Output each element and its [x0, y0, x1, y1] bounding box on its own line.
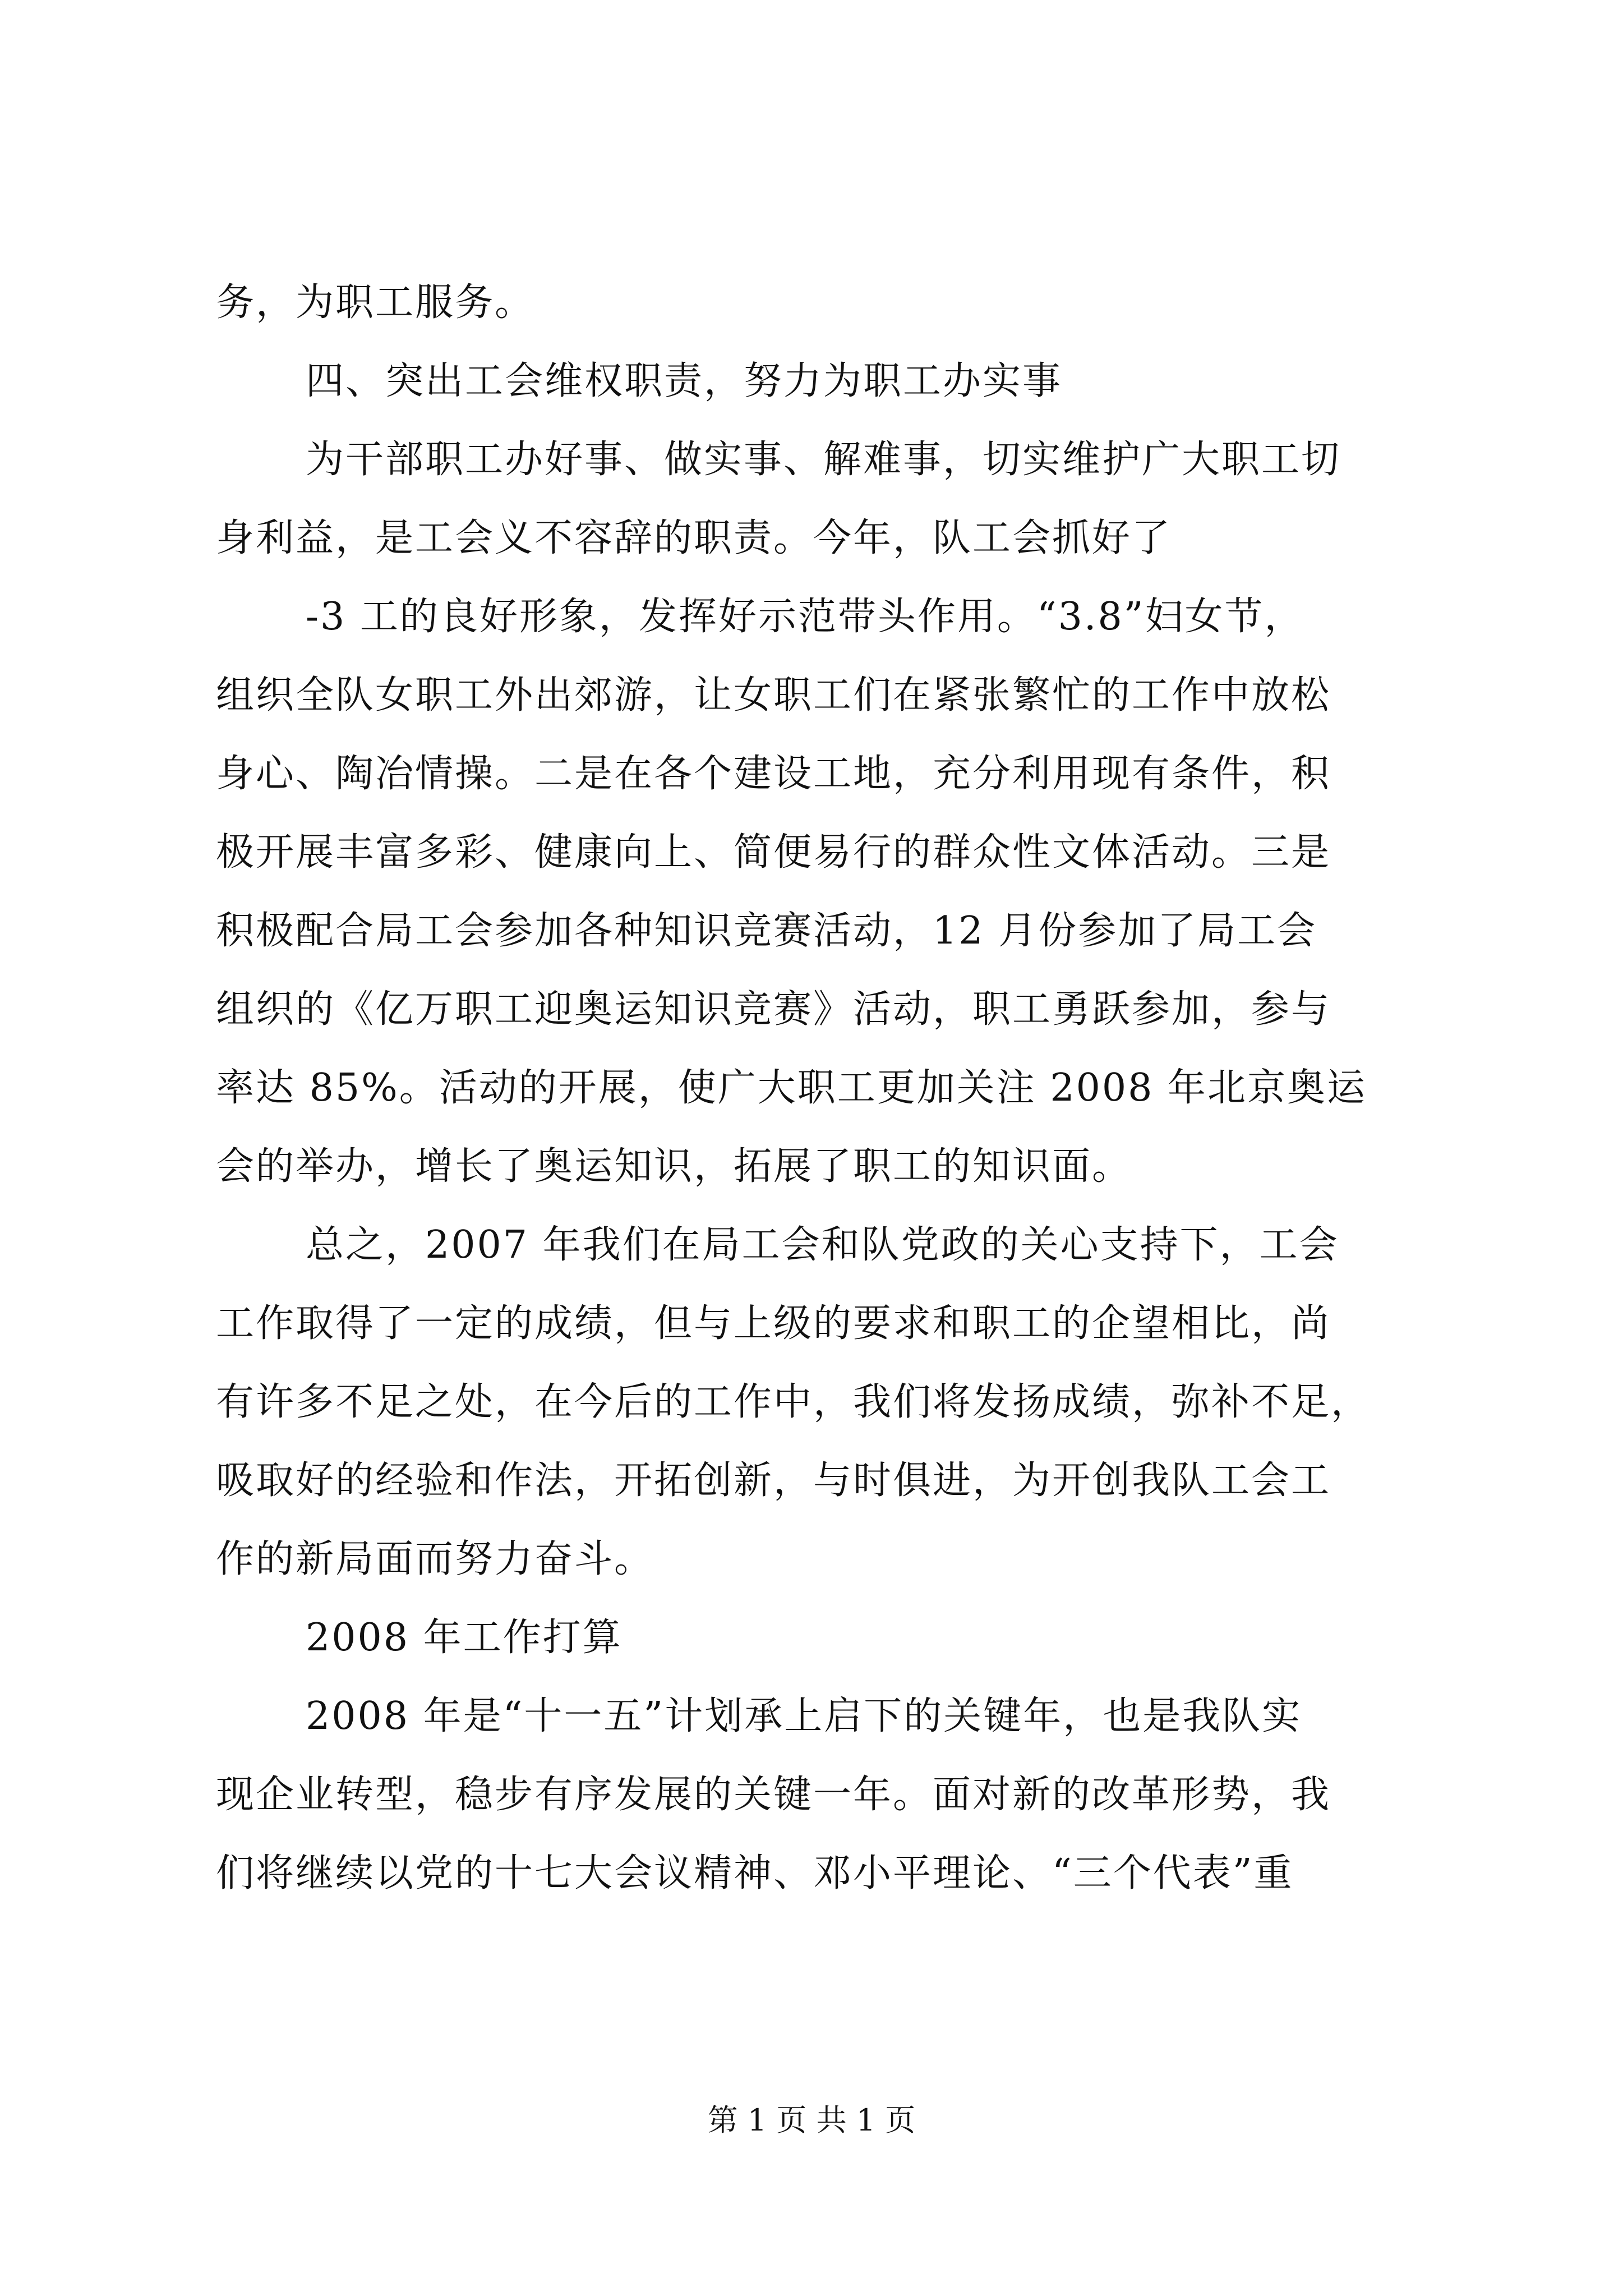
text-line: 作的新局面而努力奋斗。 [216, 1537, 654, 1581]
text-line: 吸取好的经验和作法，开拓创新，与时俱进，为开创我队工会工 [216, 1458, 1331, 1503]
text-line: 身利益，是工会义不容辞的职责。今年，队工会抓好了 [216, 516, 1172, 560]
text-line: 为干部职工办好事、做实事、解难事，切实维护广大职工切 [306, 438, 1341, 482]
text-line: 2008 年是“十一五”计划承上启下的关键年，也是我队实 [306, 1694, 1302, 1738]
text-line: 总之，2007 年我们在局工会和队党政的关心支持下，工会 [306, 1223, 1339, 1267]
text-line: 率达 85%。活动的开展，使广大职工更加关注 2008 年北京奥运 [216, 1066, 1367, 1110]
text-line: 现企业转型，稳步有序发展的关键一年。面对新的改革形势，我 [216, 1773, 1331, 1817]
section-heading: 四、突出工会维权职责，努力为职工办实事 [306, 359, 1063, 403]
text-line: 工作取得了一定的成绩，但与上级的要求和职工的企望相比，尚 [216, 1301, 1331, 1346]
text-line: 有许多不足之处，在今后的工作中，我们将发扬成绩，弥补不足， [216, 1380, 1371, 1424]
text-line: 身心、陶冶情操。二是在各个建设工地，充分利用现有条件，积 [216, 752, 1331, 796]
text-line: -3 工的良好形象，发挥好示范带头作用。“3.8”妇女节， [306, 595, 1304, 639]
text-line: 务，为职工服务。 [216, 280, 535, 325]
text-line: 组织的《亿万职工迎奥运知识竞赛》活动，职工勇跃参加，参与 [216, 987, 1331, 1032]
section-heading: 2008 年工作打算 [306, 1616, 623, 1660]
page-footer: 第 1 页 共 1 页 [707, 2102, 916, 2138]
text-line: 极开展丰富多彩、健康向上、简便易行的群众性文体活动。三是 [216, 830, 1331, 875]
text-line: 们将继续以党的十七大会议精神、邓小平理论、“三个代表”重 [216, 1851, 1294, 1895]
text-line: 会的举办，增长了奥运知识，拓展了职工的知识面。 [216, 1144, 1132, 1189]
text-line: 积极配合局工会参加各种知识竞赛活动，12 月份参加了局工会 [216, 909, 1317, 953]
text-line: 组织全队女职工外出郊游，让女职工们在紧张繁忙的工作中放松 [216, 673, 1331, 717]
